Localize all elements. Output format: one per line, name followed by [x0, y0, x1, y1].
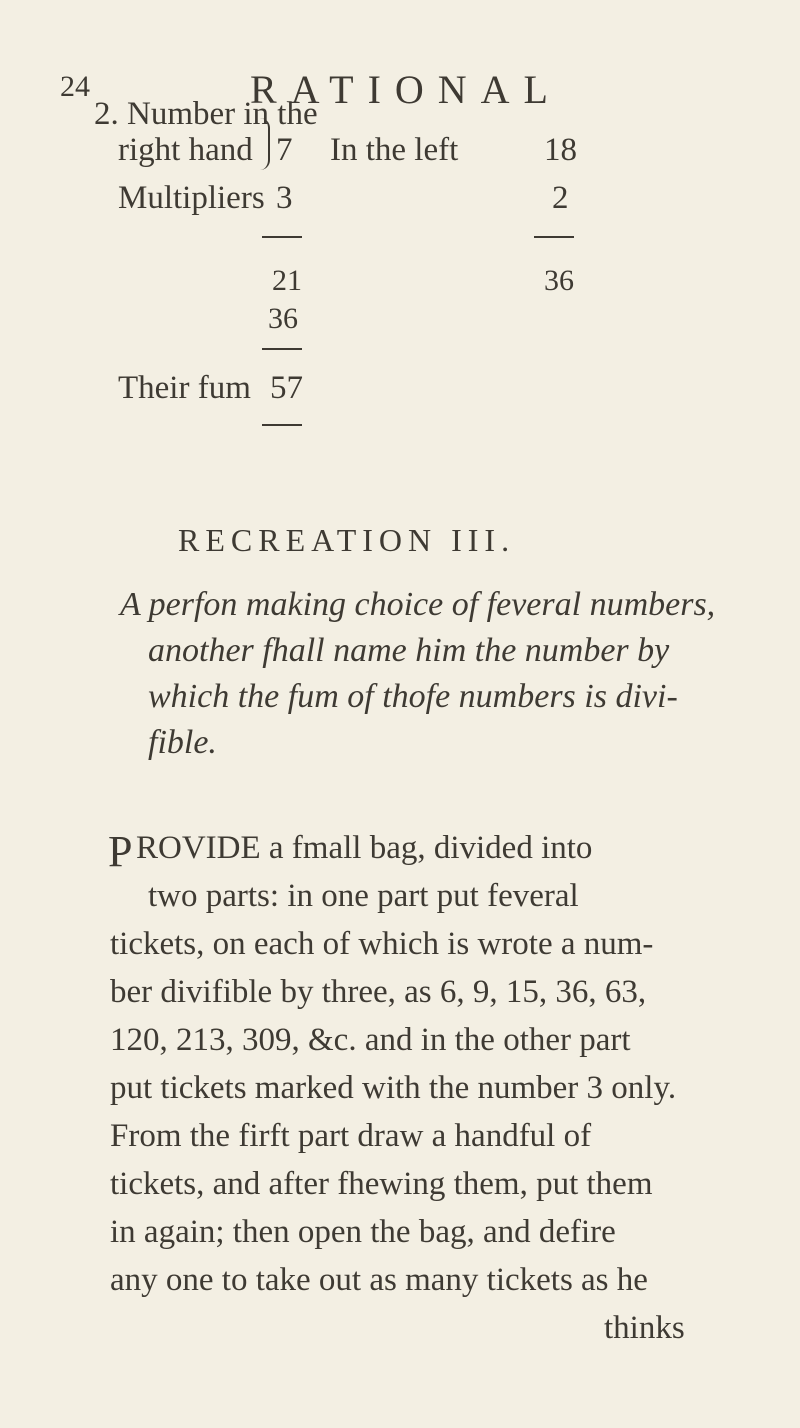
- body-line: in again; then open the bag, and defire: [110, 1214, 616, 1250]
- carried-value: 36: [268, 302, 298, 335]
- running-title: RATIONAL: [250, 67, 562, 112]
- brace: [258, 118, 270, 170]
- sum-label: Their fum: [118, 370, 251, 406]
- right-product: 21: [272, 264, 302, 297]
- left-multiplier: 2: [552, 180, 569, 216]
- body-line: tickets, and after fhewing them, put them: [110, 1166, 653, 1202]
- catchword: thinks: [604, 1310, 685, 1346]
- sum-value: 57: [270, 370, 303, 406]
- rule-left-1: [534, 236, 574, 238]
- rule-right-3: [262, 424, 302, 426]
- right-hand-value: 7: [276, 132, 293, 168]
- section-heading: RECREATION III.: [178, 522, 516, 558]
- subtitle-line: fible.: [148, 724, 217, 761]
- body-line: ber divifible by three, as 6, 9, 15, 36, 63,: [110, 974, 647, 1010]
- drop-cap: P: [108, 827, 133, 876]
- subtitle-line: A perfon making choice of feveral numbers,: [120, 586, 716, 623]
- body-line: ROVIDE a fmall bag, divided into: [136, 830, 593, 866]
- left-hand-label: In the left: [330, 132, 459, 168]
- body-line: 120, 213, 309, &c. and in the other part: [110, 1022, 631, 1058]
- subtitle-line: another fhall name him the number by: [148, 632, 670, 669]
- page-number: 24: [60, 70, 90, 103]
- rule-right-1: [262, 236, 302, 238]
- left-product: 36: [544, 264, 574, 297]
- body-line: two parts: in one part put feveral: [148, 878, 579, 914]
- body-line: tickets, on each of which is wrote a num-: [110, 926, 654, 962]
- body-line: From the firft part draw a handful of: [110, 1118, 592, 1154]
- subtitle-line: which the fum of thofe numbers is divi-: [148, 678, 678, 715]
- rule-right-2: [262, 348, 302, 350]
- left-hand-value: 18: [544, 132, 577, 168]
- example-label-line1: 2. Number in the: [94, 96, 318, 132]
- body-line: any one to take out as many tickets as he: [110, 1262, 648, 1298]
- body-line: put tickets marked with the number 3 only.: [110, 1070, 677, 1106]
- right-multiplier: 3: [276, 180, 293, 216]
- multipliers-label: Multipliers: [118, 180, 265, 216]
- example-label-line2: right hand: [118, 132, 253, 168]
